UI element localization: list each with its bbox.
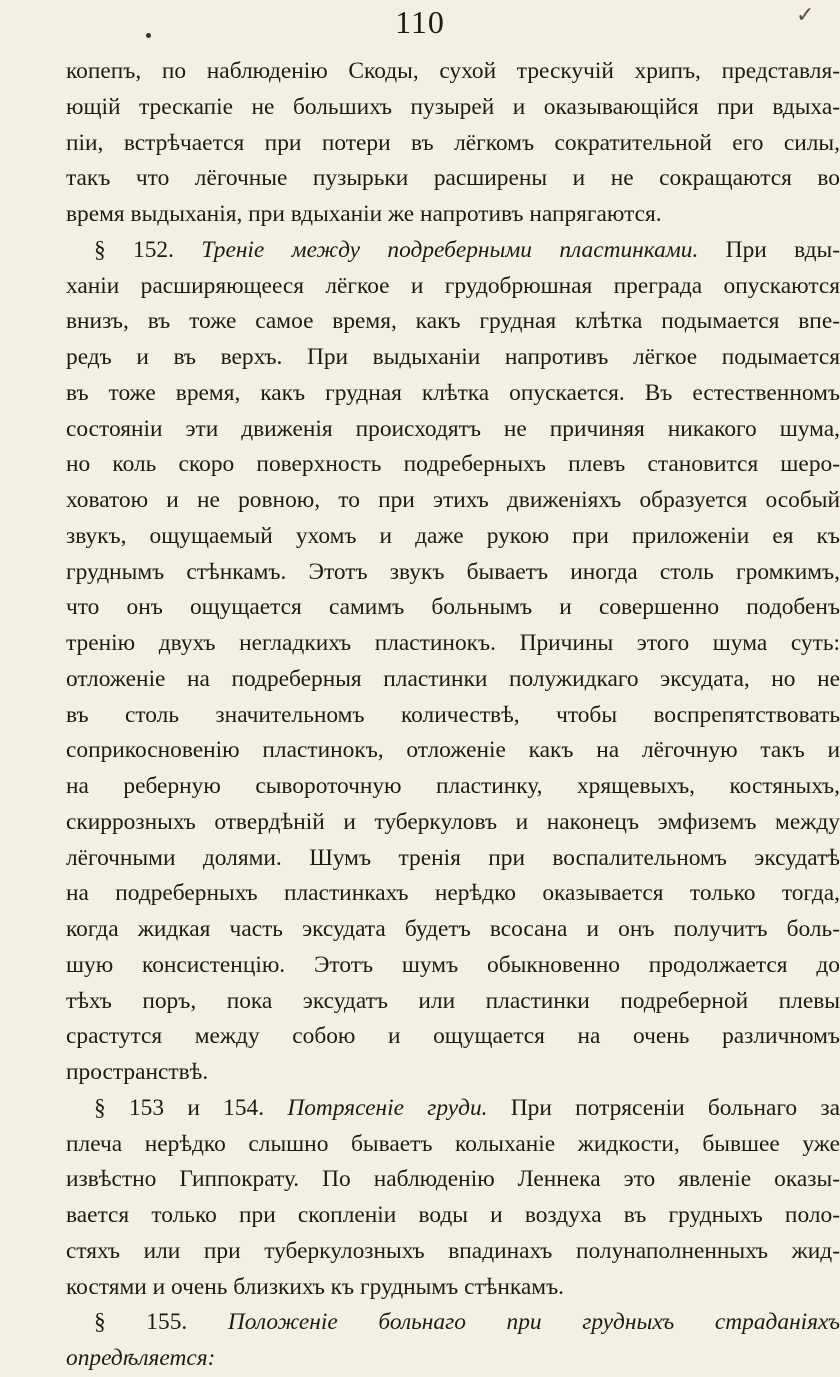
text-line (66, 1270, 840, 1306)
text-line (66, 269, 840, 305)
line-text: груднымъ стѣнкамъ. Этотъ звукъ бываетъ иногда столь громкимъ, (66, 558, 840, 585)
text-line (66, 412, 840, 448)
text-line (66, 769, 840, 805)
line-text: ющій трескапіе не большихъ пузырей и оказывающійся при вдыха- (66, 93, 840, 120)
section-number: § 152. (94, 236, 202, 263)
text-line (66, 733, 840, 769)
page-body-text (66, 54, 840, 1377)
line-text: такъ что лёгочные пузырьки расширены и не сокращаются во (66, 165, 840, 192)
text-line (66, 590, 840, 626)
text-line (66, 519, 840, 555)
line-text: срастутся между собою и ощущается на очень различномъ (66, 1023, 840, 1050)
section-heading: опредѣляется: (66, 1345, 216, 1371)
line-text: въ столь значительномъ количествѣ, чтобы воспрепятствовать (66, 701, 840, 728)
text-line (66, 161, 840, 197)
line-text: ханіи расширяющееся лёгкое и грудобрюшная преграда опускаются (66, 272, 840, 299)
line-text: тренію двухъ негладкихъ пластинокъ. Причины этого шума суть: (66, 630, 840, 656)
text-line (66, 876, 840, 912)
text-line (66, 1341, 840, 1377)
line-text: извѣстно Гиппократу. По наблюденію Леннека это явленіе оказы- (66, 1166, 840, 1193)
line-text: шую консистенцію. Этотъ шумъ обыкновенно продолжается до (66, 951, 840, 978)
text-line (66, 1162, 840, 1198)
page-number: 110 (395, 4, 445, 40)
text-line (66, 662, 840, 698)
text-line (66, 805, 840, 841)
text-line (66, 555, 840, 591)
line-text: что онъ ощущается самимъ больнымъ и совершенно подобенъ (66, 594, 840, 621)
line-text: піи, встрѣчается при потери въ лёгкомъ сократительной его силы, (66, 129, 840, 156)
text-line (66, 1127, 840, 1163)
text-line (66, 54, 840, 90)
line-text: редъ и въ верхъ. При выдыханіи напротивъ лёгкое подымается (66, 344, 840, 370)
section-heading: Треніе между подреберными пластинками. (201, 236, 726, 263)
line-text: костями и очень близкихъ къ груднымъ стѣнкамъ. (66, 1273, 565, 1300)
text-line (66, 948, 840, 984)
text-line (66, 376, 840, 412)
text-line (66, 126, 840, 162)
line-text: лёгочными долями. Шумъ тренія при воспалительномъ эксудатѣ (66, 844, 840, 871)
text-line (66, 1019, 840, 1055)
text-line (66, 304, 840, 340)
text-line (66, 90, 840, 126)
text-line (66, 1091, 840, 1127)
line-text: вается только при скопленіи воды и воздуха въ грудныхъ поло- (66, 1202, 840, 1228)
line-text: копепъ, по наблюденію Скоды, сухой трескучій хрипъ, представля- (66, 58, 840, 84)
line-text: тѣхъ поръ, пока эксудатъ или пластинки подреберной плевы (66, 987, 840, 1014)
line-text: на реберную сывороточную пластинку, хрящевыхъ, костяныхъ, (66, 773, 840, 799)
text-line (66, 447, 840, 483)
section-heading: Положеніе больнаго при грудныхъ страданіяхъ (227, 1309, 840, 1336)
section-number: § 153 и 154. (94, 1094, 288, 1121)
line-text: При потрясеніи больнаго за (510, 1094, 840, 1121)
line-text: отложеніе на подреберныя пластинки полужидкаго эксудата, но не (66, 665, 840, 692)
text-line (66, 841, 840, 877)
line-text: При вды- (725, 236, 840, 263)
line-text: ховатою и не ровною, то при этихъ движеніяхъ образуется особый (66, 487, 840, 513)
line-text: звукъ, ощущаемый ухомъ и даже рукою при приложеніи ея къ (66, 522, 840, 549)
line-text: скиррозныхъ отвердѣній и туберкуловъ и наконецъ эмфиземъ между (66, 808, 840, 835)
line-text: когда жидкая часть эксудата будетъ всосана и онъ получитъ боль- (66, 916, 840, 942)
text-line (66, 483, 840, 519)
line-text: пространствѣ. (66, 1059, 209, 1085)
text-line (66, 1198, 840, 1234)
line-text: состояніи эти движенія происходятъ не причиняя никакого шума, (66, 415, 840, 442)
line-text: но коль скоро поверхность подреберныхъ плевъ становится шеро- (66, 451, 840, 478)
text-line (66, 1305, 840, 1341)
ink-dot-mark (146, 33, 151, 38)
line-text: внизъ, въ тоже самое время, какъ грудная клѣтка подымается впе- (66, 308, 840, 335)
line-text: время выдыханія, при вдыханіи же напротивъ напрягаются. (66, 201, 662, 227)
section-heading: Потрясеніе груди. (287, 1094, 511, 1121)
text-line (66, 340, 840, 376)
text-line (66, 984, 840, 1020)
corner-check-mark: ✓ (796, 2, 815, 27)
text-line (66, 233, 840, 269)
text-line (66, 197, 840, 233)
line-text: на подреберныхъ пластинкахъ нерѣдко оказывается только тогда, (66, 880, 840, 907)
line-text: въ тоже время, какъ грудная клѣтка опускается. Въ естественномъ (66, 379, 840, 406)
line-text: стяхъ или при туберкулозныхъ впадинахъ полунаполненныхъ жид- (66, 1237, 840, 1264)
text-line (66, 626, 840, 662)
text-line (66, 1234, 840, 1270)
line-text: соприкосновенію пластинокъ, отложеніе какъ на лёгочную такъ и (66, 737, 840, 764)
text-line (66, 698, 840, 734)
line-text: плеча нерѣдко слышно бываетъ колыханіе жидкости, бывшее уже (66, 1130, 840, 1157)
text-line (66, 912, 840, 948)
section-number: § 155. (94, 1309, 228, 1336)
text-line (66, 1055, 840, 1091)
